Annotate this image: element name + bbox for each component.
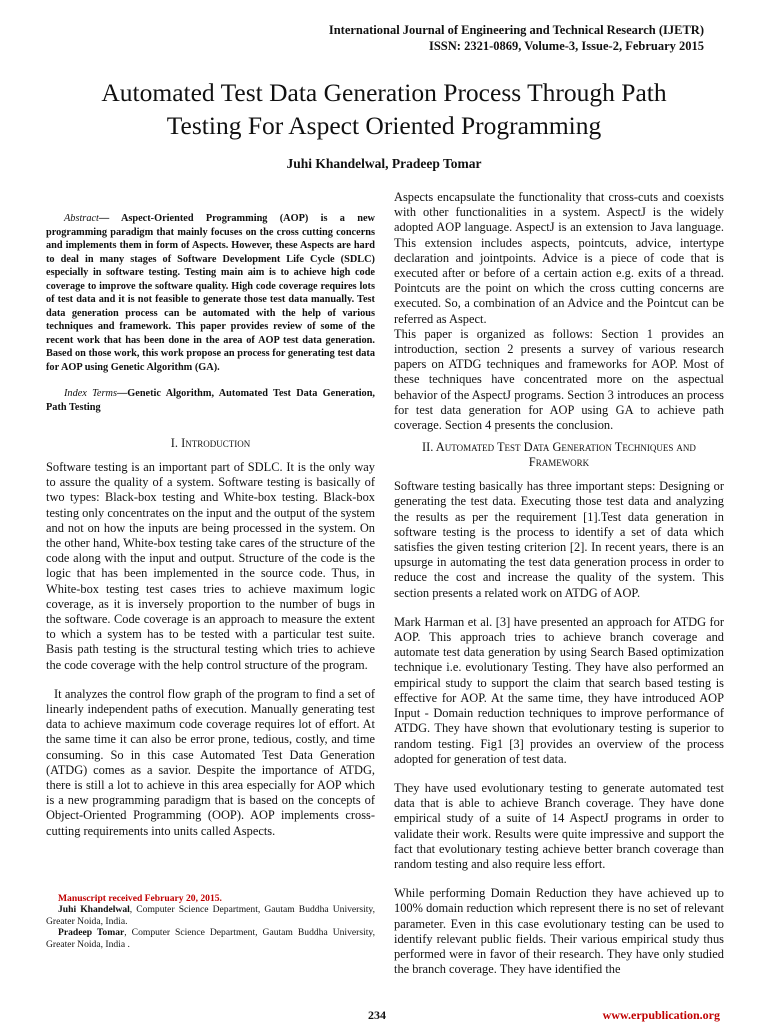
right-column xyxy=(394,190,724,977)
authors: Juhi Khandelwal, Pradeep Tomar xyxy=(286,156,482,171)
title-line-1: Automated Test Data Generation Process Through Path xyxy=(101,78,667,107)
footnote-author-1 xyxy=(46,904,375,927)
section-2-heading-line-2: Framework xyxy=(528,455,590,470)
abstract-label: Abstract xyxy=(64,213,99,224)
section-1-heading: I. Introduction xyxy=(170,436,251,450)
footnote-author-1-name: Juhi Khandelwal xyxy=(58,904,130,916)
footnote-author-2-affiliation: , Computer Science Department, Gautam Buddha University, Greater Noida, India . xyxy=(46,927,375,950)
index-terms-text: —Genetic Algorithm, Automated Test Data Generation, Path Testing xyxy=(46,388,375,413)
manuscript-received: Manuscript received February 20, 2015. xyxy=(58,893,222,904)
footnote-author-1-affiliation: , Computer Science Department, Gautam Buddha University, Greater Noida, India. xyxy=(46,904,375,927)
right-paragraph-1: Aspects encapsulate the functionality that cross-cuts and coexists with other functionalities in a system. AspectJ is the widely adopted AOP language. AspectJ is an extension to Java language. This extension includes aspects, pointcuts, advice, intertype declaration and jointpoints. Advice is a piece of code that is executed after or before of a certain action e.g. exits of a thread. Pointcuts are the point on which the cross cutting concerns are executed. So, a combination of an Advice and the Pointcut can be referred as Aspect. xyxy=(394,190,724,326)
section-2-heading-line-1: II. Automated Test Data Generation Techniques and xyxy=(422,440,696,455)
index-terms xyxy=(46,387,375,414)
right-paragraph-6: While performing Domain Reduction they have achieved up to 100% domain reduction which represent there is no set of relevant parameter. Even in this case evolutionary testing can be used to identify relevant public fields. Their various empirical study thus performed were in favor of their research. They have only studied the branch coverage. They have identified the xyxy=(394,886,724,977)
title-line-2: Testing For Aspect Oriented Programming xyxy=(166,111,602,140)
journal-header xyxy=(329,22,704,54)
website-link[interactable]: www.erpublication.org xyxy=(602,1008,720,1022)
abstract-dash: — xyxy=(98,213,121,224)
intro-paragraph-2: It analyzes the control flow graph of the program to find a set of linearly independent paths of execution. Manually generating test data to achieve maximum code coverage requires lot of effort. At the same time it can also be error prone, tedious, costly, and time consuming. So in this case Automated Test Data Generation (ATDG) comes as a savior. Despite the importance of ATDG, there is still a lot to achieve in this area especially for AOP which is a new programming paradigm that is based on the concepts of Object-Oriented Programming (OOP). AOP implements cross-cutting requirements into units called Aspects. xyxy=(46,686,375,838)
right-paragraph-4: Mark Harman et al. [3] have presented an approach for ATDG for AOP. This approach tries to achieve branch coverage and automate test data generation by using Search Based optimization technique i.e. evolutionary Testing. They have also performed an empirical study to support the claim that search based testing is effective for AOP. At the same time, they have introduced AOP Input - Domain reduction techniques to improve performance of ATDG. They have shown that evolutionary testing is superior to random testing. Fig1 [3] provides an overview of the process adopted for generation of test data. xyxy=(394,614,724,766)
left-column xyxy=(46,200,375,839)
intro-paragraph-1: Software testing is an important part of SDLC. It is the only way to assure the quality of a system. Software testing is basically of two types: Black-box testing and White-box testing. Black-box testing only concentrates on the input and the output of the system and not on how the inputs are being processed in the system. On the other hand, White-box testing take cares of the structure of the code along with the input and output. Structure of the code is the logic that has been implemented in the source code. Thus, in White-box testing test cases tries to achieve maximum logic coverage, as it is inversely proportion to the number of bugs in the software. Code coverage is an approach to measure the extent to which a system has to be tested with a particular test suite. Basis path testing is the structural testing which tries to achieve the code coverage with the help control structure of the program. xyxy=(46,460,375,672)
footnote-author-2-name: Pradeep Tomar xyxy=(58,927,125,939)
footnote-author-2 xyxy=(46,927,375,950)
journal-name: International Journal of Engineering and Technical Research (IJETR) xyxy=(328,23,704,37)
abstract xyxy=(46,212,375,374)
index-terms-label: Index Terms xyxy=(64,388,117,399)
abstract-text: Aspect-Oriented Programming (AOP) is a new programming paradigm that mainly focuses on the cross cutting concerns and implements them in form of Aspects. However, these Aspects are hard to deal in many stages of Software Development Life Cycle (SDLC) especially in software testing. Testing main aim is to achieve high code coverage to improve the software quality. High code coverage requires lots of test data and it is not feasible to generate those test data manually. Test data generation process can be automated with the help of various techniques and framework. This paper provides review of some of the recent work that has been done in the area of AOP test data generation. Based on those work, this work propose an process for generating test data for AOP using Genetic Algorithm (GA). xyxy=(46,213,375,373)
journal-issn: ISSN: 2321-0869, Volume-3, Issue-2, February 2015 xyxy=(428,39,704,53)
section-2-heading xyxy=(394,440,724,470)
right-paragraph-3: Software testing basically has three important steps: Designing or generating the test data. Executing those test data and analyzing the results as per the requirement [1].Test data generation in software testing is the process to identify a set of data which satisfies the given testing criterion [2]. In recent years, there is an upsurge in automating the test data generation process in order to reduce the cost and increase the quality of the system. This section presents a related work on ATDG of AOP. xyxy=(394,479,724,600)
right-paragraph-2: This paper is organized as follows: Section 1 provides an introduction, section 2 presents a survey of various research papers on ATDG techniques and frameworks for AOP. Most of these techniques have concentrated more on the aspectual behavior of the AspectJ programs. Section 3 introduces an process for test data generation for AOP using GA to achieve path coverage. Section 4 presents the conclusion. xyxy=(394,326,724,433)
paper-title xyxy=(30,76,738,142)
page-number: 234 xyxy=(368,1008,386,1022)
footnote xyxy=(46,893,375,950)
right-paragraph-5: They have used evolutionary testing to generate automated test data that is able to achieve Branch coverage. They have done empirical study of a suite of 14 AspectJ programs in order to validate their work. Results were quite impressive and support the fact that evolutionary testing achieve better branch coverage than random testing and also require less effort. xyxy=(394,780,724,871)
